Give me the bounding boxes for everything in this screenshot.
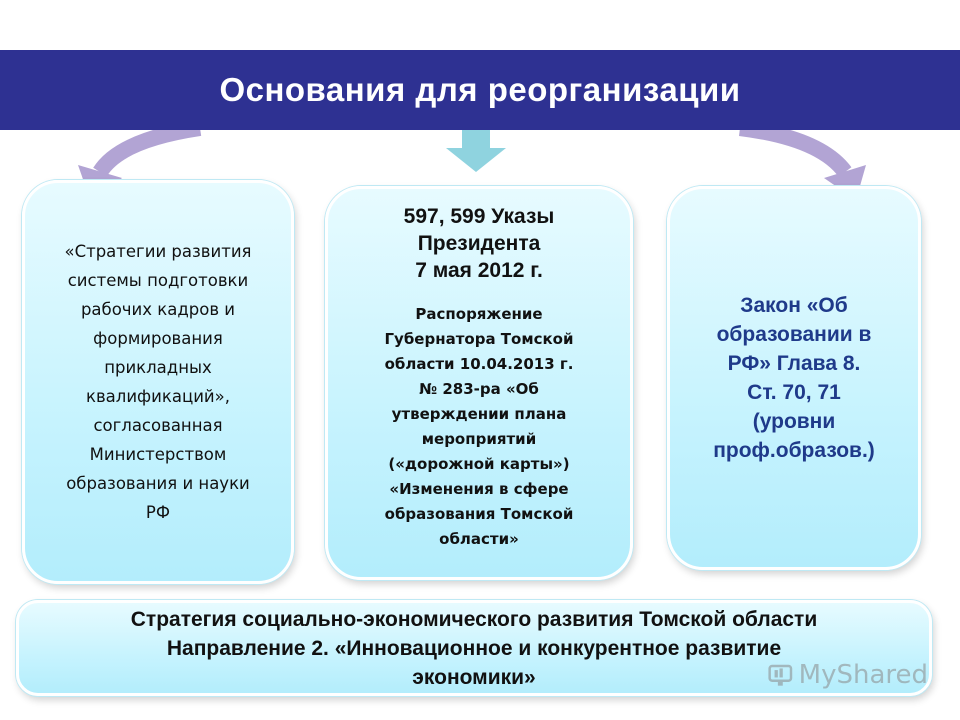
law-line: (уровни bbox=[752, 410, 836, 433]
strategy-line: согласованная bbox=[93, 416, 223, 435]
strategy-line: «Стратегии развития bbox=[64, 242, 252, 261]
strategy-card-text bbox=[64, 237, 251, 527]
left-curved-arrow bbox=[100, 128, 200, 172]
decrees-body-line: области 10.04.2013 г. bbox=[384, 355, 574, 373]
title-banner bbox=[0, 50, 960, 130]
law-card bbox=[667, 186, 921, 570]
decrees-body-line: образования Томской bbox=[384, 505, 574, 523]
right-curved-arrow bbox=[740, 128, 845, 172]
strategy-line: РФ bbox=[145, 503, 171, 522]
law-line: Закон «Об bbox=[740, 294, 848, 317]
strategy-line: системы подготовки bbox=[67, 271, 249, 290]
watermark-text: MyShared bbox=[798, 660, 928, 690]
decrees-body-line: Распоряжение bbox=[415, 305, 543, 323]
decrees-body-line: мероприятий bbox=[421, 430, 537, 448]
page-title: Основания для реорганизации bbox=[219, 71, 741, 108]
regional-strategy-text bbox=[131, 605, 818, 692]
strategy-line: Министерством bbox=[89, 445, 227, 464]
center-arrow-head bbox=[446, 148, 506, 172]
strategy-line: квалификаций», bbox=[85, 387, 230, 406]
decrees-body bbox=[385, 302, 574, 552]
strategy-line: образования и науки bbox=[66, 474, 250, 493]
decrees-body-line: Губернатора Томской bbox=[384, 330, 574, 348]
watermark bbox=[768, 655, 928, 695]
decrees-body-line: утверждении плана bbox=[391, 405, 567, 423]
law-line: проф.образов.) bbox=[713, 439, 875, 462]
decrees-heading-line: 7 мая 2012 г. bbox=[415, 259, 543, 282]
strategy-line: рабочих кадров и bbox=[80, 300, 236, 319]
decrees-heading-line: Президента bbox=[417, 232, 541, 255]
law-card-text bbox=[713, 291, 875, 465]
decrees-body-line: («дорожной карты») bbox=[388, 455, 570, 473]
law-line: Ст. 70, 71 bbox=[747, 381, 841, 404]
regional-strategy-line: Стратегия социально-экономического развития Томской области bbox=[130, 607, 818, 631]
strategy-line: формирования bbox=[93, 329, 223, 348]
decrees-heading bbox=[404, 203, 555, 284]
strategy-line: прикладных bbox=[104, 358, 212, 377]
regional-strategy-line: экономики» bbox=[412, 665, 536, 689]
decrees-body-line: № 283-ра «Об bbox=[419, 380, 539, 398]
law-line: РФ» Глава 8. bbox=[727, 352, 861, 375]
decrees-card bbox=[325, 186, 633, 580]
decrees-body-line: «Изменения в сфере bbox=[389, 480, 569, 498]
decrees-body-line: области» bbox=[439, 530, 519, 548]
watermark-logo-icon bbox=[768, 660, 793, 690]
center-arrow-shaft bbox=[462, 128, 490, 150]
strategy-card bbox=[22, 180, 294, 584]
law-line: образовании в bbox=[716, 323, 872, 346]
regional-strategy-line: Направление 2. «Инновационное и конкурентное развитие bbox=[166, 636, 782, 660]
decrees-heading-line: 597, 599 Указы bbox=[403, 205, 555, 228]
